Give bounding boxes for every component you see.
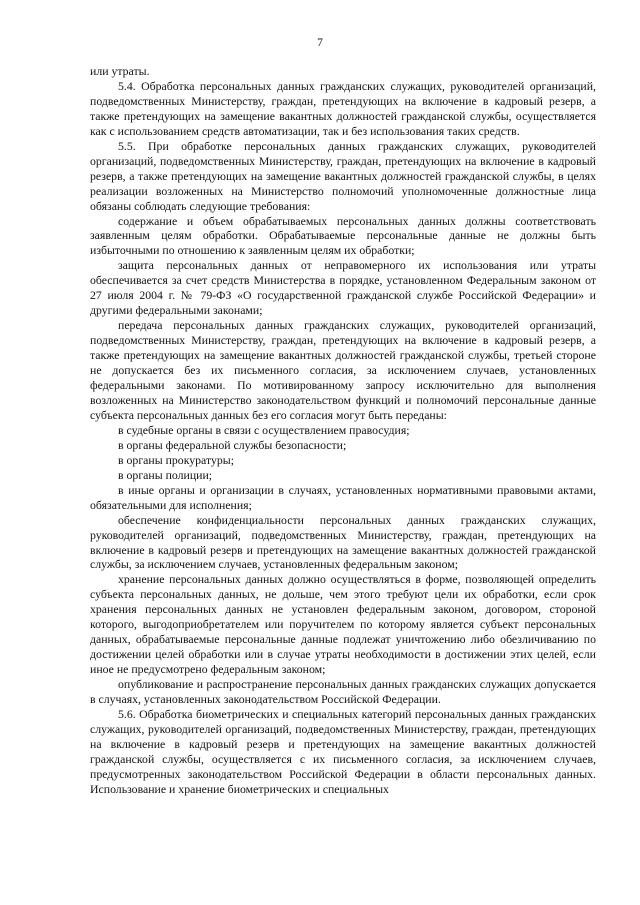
recipient-item: в иные органы и организации в случаях, установленных нормативными правовыми актами, обязательными для исполнения;	[90, 482, 596, 512]
requirement-item: обеспечение конфиденциальности персональных данных гражданских служащих, руководителей организаций, подведомственных Министерству, граждан, претендующих на включение в кадровый резерв и претендующих на замещение вакантных должностей гражданской службы, за исключением случаев, установленных федеральным законом;	[90, 512, 596, 572]
paragraph: или утраты.	[90, 64, 150, 78]
document-body	[90, 64, 596, 797]
paragraph-5-5: 5.5. При обработке персональных данных гражданских служащих, руководителей организаций, подведомственных Министерству, граждан, претендующих на включение в кадровый резерв, а также претендующих на замещение вакантных должностей гражданской службы, в целях реализации возложенных на Министерство полномочий уполномоченные должностные лица обязаны соблюдать следующие требования:	[90, 138, 596, 213]
recipient-item: в органы федеральной службы безопасности;	[118, 437, 347, 452]
paragraph-5-4: 5.4. Обработка персональных данных гражданских служащих, руководителей организаций, подведомственных Министерству, граждан, претендующих на включение в кадровый резерв, а также претендующих на замещение вакантных должностей гражданской службы, осуществляется как с использованием средств автоматизации, так и без использования таких средств.	[90, 78, 596, 138]
requirement-item: опубликование и распространение персональных данных гражданских служащих допускается в случаях, установленных законодательством Российской Федерации.	[90, 677, 596, 707]
paragraph-5-6: 5.6. Обработка биометрических и специальных категорий персональных данных гражданских служащих, руководителей организаций, подведомственных Министерству, граждан, претендующих на включение в кадровый резерв и претендующих на замещение вакантных должностей гражданской службы, осуществляется с их письменного согласия, за исключением случаев, предусмотренных законодательством Российской Федерации в области персональных данных. Использование и хранение биометрических и специальных	[90, 706, 596, 796]
requirement-item: хранение персональных данных должно осуществляться в форме, позволяющей определить субъекта персональных данных, не дольше, чем этого требуют цели их обработки, если срок хранения персональных данных не установлен федеральным законом, договором, стороной которого, выгодоприобретателем или поручителем по которому является субъект персональных данных, обрабатываемые персональные данные подлежат уничтожению либо обезличиванию по достижении целей обработки или в случае утраты необходимости в достижении этих целей, если иное не предусмотрено федеральным законом;	[90, 572, 596, 677]
recipient-item: в органы прокуратуры;	[118, 452, 234, 467]
recipient-item: в судебные органы в связи с осуществлением правосудия;	[118, 422, 410, 437]
page-number: 7	[317, 37, 323, 49]
recipient-item: в органы полиции;	[118, 467, 213, 482]
requirement-item: содержание и объем обрабатываемых персональных данных должны соответствовать заявленным целям обработки. Обрабатываемые персональные данные не должны быть избыточными по отношению к заявленным целям их обработки;	[90, 213, 596, 258]
requirement-item: передача персональных данных гражданских служащих, руководителей организаций, подведомственных Министерству, граждан, претендующих на включение в кадровый резерв, а также претендующих на замещение вакантных должностей гражданской службы, третьей стороне не допускается без их письменного согласия, за исключением случаев, установленных федеральными законами. По мотивированному запросу исключительно для выполнения возложенных на Министерство законодательством функций и полномочий персональные данные субъекта персональных данных без его согласия могут быть переданы:	[90, 318, 596, 422]
requirement-item: защита персональных данных от неправомерного их использования или утраты обеспечивается за счет средств Министерства в порядке, установленном Федеральным законом от 27 июля 2004 г. № 79-ФЗ «О государственной гражданской службе Российской Федерации» и другими федеральными законами;	[90, 258, 596, 318]
